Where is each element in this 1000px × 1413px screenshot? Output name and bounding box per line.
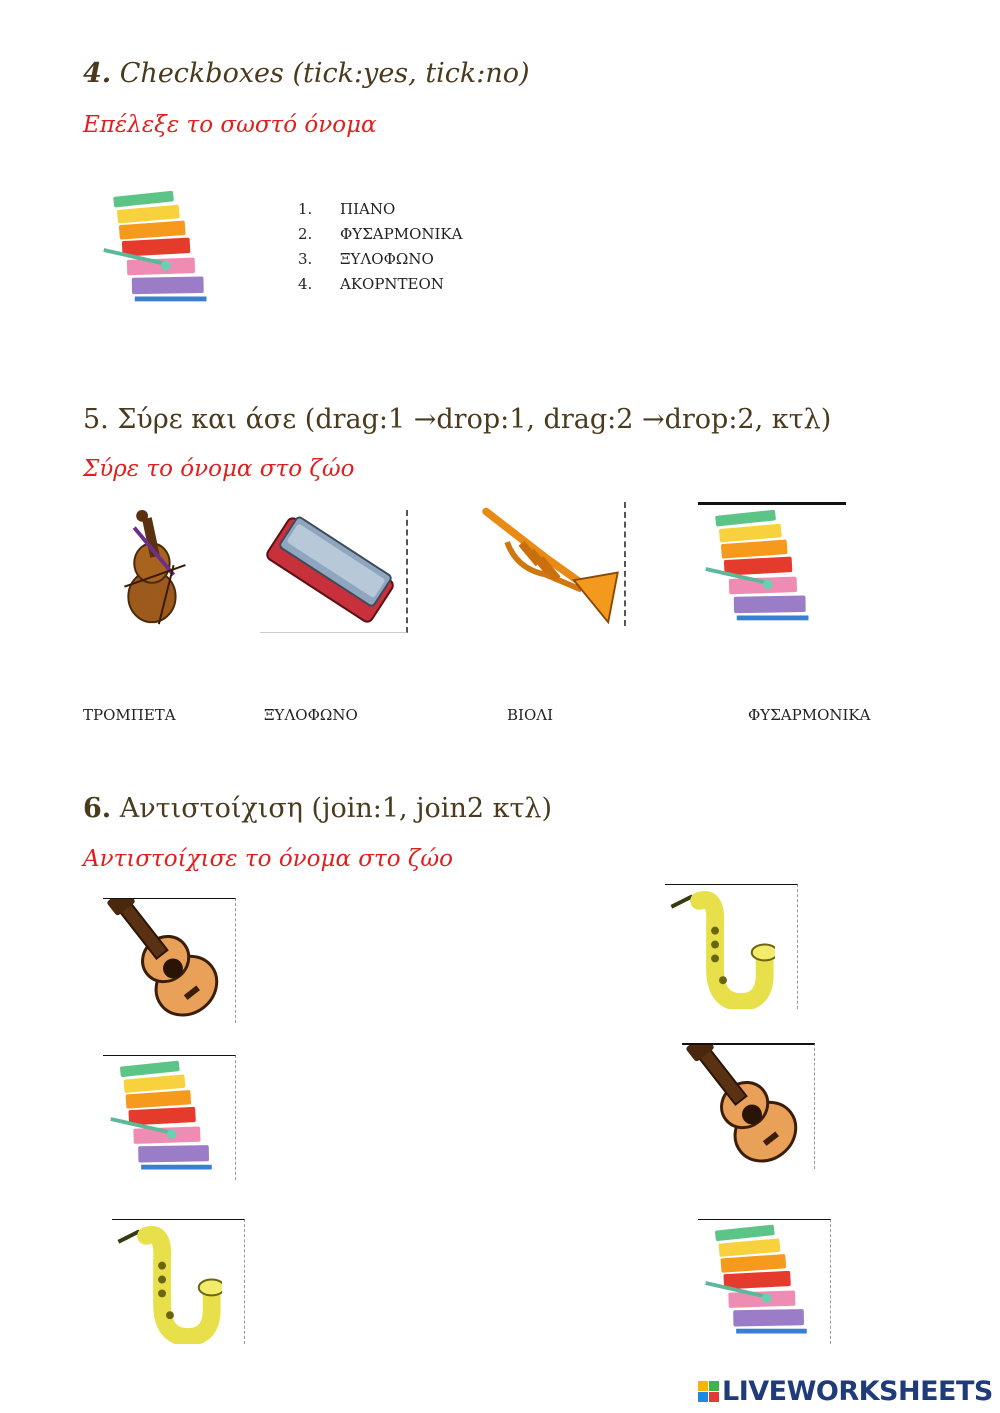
xylophone-icon[interactable] [698,502,846,631]
option-number: 1. [298,200,313,218]
option-label: ΦΥΣΑΡΜΟΝΙΚΑ [340,225,463,243]
guitar-icon[interactable] [103,898,236,1023]
option-item[interactable] [298,272,462,297]
logo-text: LIVEWORKSHEETS [722,1376,993,1407]
xylophone-icon [96,186,222,312]
logo-square [709,1392,719,1402]
section5-instruction: Σύρε το όνομα στο ζώο [83,456,355,482]
option-label: ΑΚΟΡΝΤΕΟΝ [340,275,444,293]
liveworksheets-logo[interactable] [698,1376,993,1407]
violin-icon[interactable] [104,506,194,634]
drag-word[interactable]: ΤΡΟΜΠΕΤΑ [83,706,176,724]
logo-square [698,1381,708,1391]
option-number: 2. [298,225,313,243]
xylophone-icon[interactable] [698,1219,831,1344]
option-number: 3. [298,250,313,268]
section4-title: Checkboxes (tick:yes, tick:no) [111,58,530,89]
section4-heading [83,58,530,89]
drag-word[interactable]: ΦΥΣΑΡΜΟΝΙΚΑ [748,706,871,724]
section6-title: Αντιστοίχιση (join:1, join2 κτλ) [111,793,553,824]
checkbox-options [298,197,462,297]
option-item[interactable] [298,247,462,272]
saxophone-icon[interactable] [665,884,798,1009]
section4-number: 4. [83,58,112,89]
option-number: 4. [298,275,313,293]
drag-word[interactable]: ΞΥΛΟΦΩΝΟ [264,706,358,724]
section6-instruction: Αντιστοίχισε το όνομα στο ζώο [83,846,453,872]
drag-word[interactable]: ΒΙΟΛΙ [507,706,554,724]
option-label: ΠΙΑΝΟ [340,200,396,218]
option-label: ΞΥΛΟΦΩΝΟ [340,250,434,268]
logo-square [709,1381,719,1391]
xylophone-icon[interactable] [103,1055,236,1180]
logo-mark-icon [698,1381,719,1402]
trumpet-icon[interactable] [476,502,626,626]
section6-number: 6. [83,793,112,824]
harmonica-icon[interactable] [260,510,408,633]
section5-heading: 5. Σύρε και άσε (drag:1 →drop:1, drag:2 →drop:2, κτλ) [83,404,832,435]
guitar-icon[interactable] [682,1043,815,1169]
saxophone-icon[interactable] [112,1219,245,1344]
section6-heading [83,793,552,824]
section4-instruction: Επέλεξε το σωστό όνομα [83,112,377,138]
option-item[interactable] [298,222,462,247]
option-item[interactable] [298,197,462,222]
logo-square [698,1392,708,1402]
